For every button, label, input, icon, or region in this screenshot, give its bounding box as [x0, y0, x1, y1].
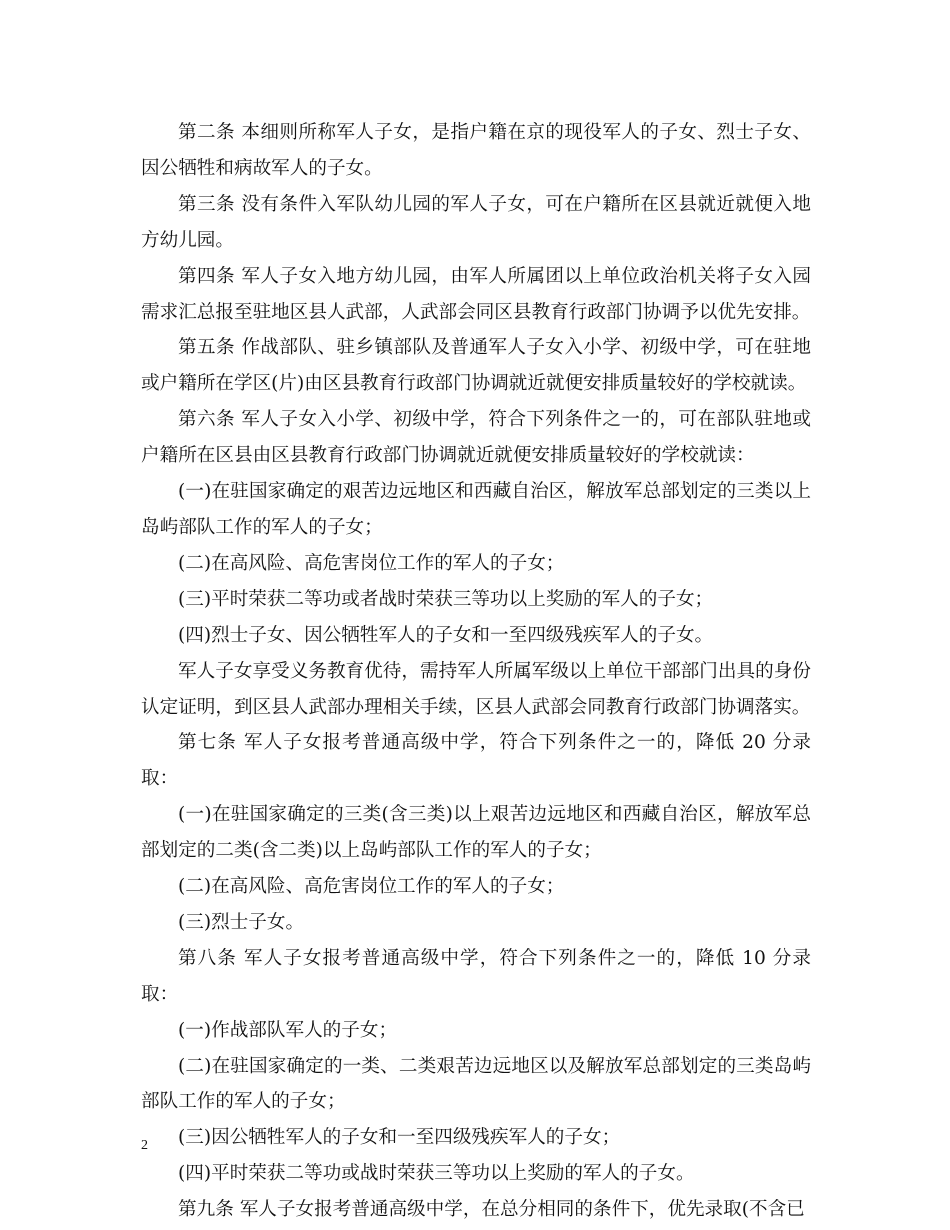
page-number: 2: [141, 1138, 148, 1153]
paragraph-article-8: 第八条 军人子女报考普通高级中学，符合下列条件之一的，降低 10 分录取：: [141, 947, 811, 1005]
document-body: [141, 115, 811, 1228]
paragraph-article-6-item-3: (三)平时荣获二等功或者战时荣获三等功以上奖励的军人的子女；: [178, 588, 714, 610]
paragraph-article-6-item-2: (二)在高风险、高危害岗位工作的军人的子女；: [178, 552, 565, 574]
paragraph-article-6-item-4: (四)烈士子女、因公牺牲军人的子女和一至四级残疾军人的子女。: [178, 624, 714, 646]
paragraph-article-7-item-2: (二)在高风险、高危害岗位工作的军人的子女；: [178, 876, 565, 898]
paragraph-article-7: 第七条 军人子女报考普通高级中学，符合下列条件之一的，降低 20 分录取：: [141, 732, 811, 790]
paragraph-article-8-item-3: (三)因公牺牲军人的子女和一至四级残疾军人的子女；: [178, 1127, 621, 1149]
paragraph-article-6-note: 军人子女享受义务教育优待，需持军人所属军级以上单位干部部门出具的身份认定证明，到区县人武部办理相关手续，区县人武部会同教育行政部门协调落实。: [141, 660, 811, 718]
paragraph-article-9: 第九条 军人子女报考普通高级中学，在总分相同的条件下，优先录取(不含已: [178, 1199, 805, 1221]
paragraph-article-5: 第五条 作战部队、驻乡镇部队及普通军人子女入小学、初级中学，可在驻地或户籍所在学区(片)由区县教育行政部门协调就近就便安排质量较好的学校就读。: [141, 337, 811, 395]
paragraph-article-7-item-3: (三)烈士子女。: [178, 911, 305, 933]
paragraph-article-8-item-4: (四)平时荣获二等功或战时荣获三等功以上奖励的军人的子女。: [178, 1163, 695, 1185]
paragraph-article-7-item-1: (一)在驻国家确定的三类(含三类)以上艰苦边远地区和西藏自治区，解放军总部划定的二类(含二类)以上岛屿部队工作的军人的子女；: [141, 804, 811, 862]
paragraph-article-4: 第四条 军人子女入地方幼儿园，由军人所属团以上单位政治机关将子女入园需求汇总报至驻地区县人武部，人武部会同区县教育行政部门协调予以优先安排。: [141, 265, 811, 323]
paragraph-article-6: 第六条 军人子女入小学、初级中学，符合下列条件之一的，可在部队驻地或户籍所在区县由区县教育行政部门协调就近就便安排质量较好的学校就读：: [141, 409, 811, 467]
paragraph-article-8-item-2: (二)在驻国家确定的一类、二类艰苦边远地区以及解放军总部划定的三类岛屿部队工作的军人的子女；: [141, 1055, 811, 1113]
paragraph-article-6-item-1: (一)在驻国家确定的艰苦边远地区和西藏自治区，解放军总部划定的三类以上岛屿部队工作的军人的子女；: [141, 481, 811, 538]
paragraph-article-2: 第二条 本细则所称军人子女，是指户籍在京的现役军人的子女、烈士子女、因公牺牲和病故军人的子女。: [141, 122, 811, 179]
paragraph-article-8-item-1: (一)作战部队军人的子女；: [178, 1019, 398, 1041]
paragraph-article-3: 第三条 没有条件入军队幼儿园的军人子女，可在户籍所在区县就近就便入地方幼儿园。: [141, 193, 811, 251]
